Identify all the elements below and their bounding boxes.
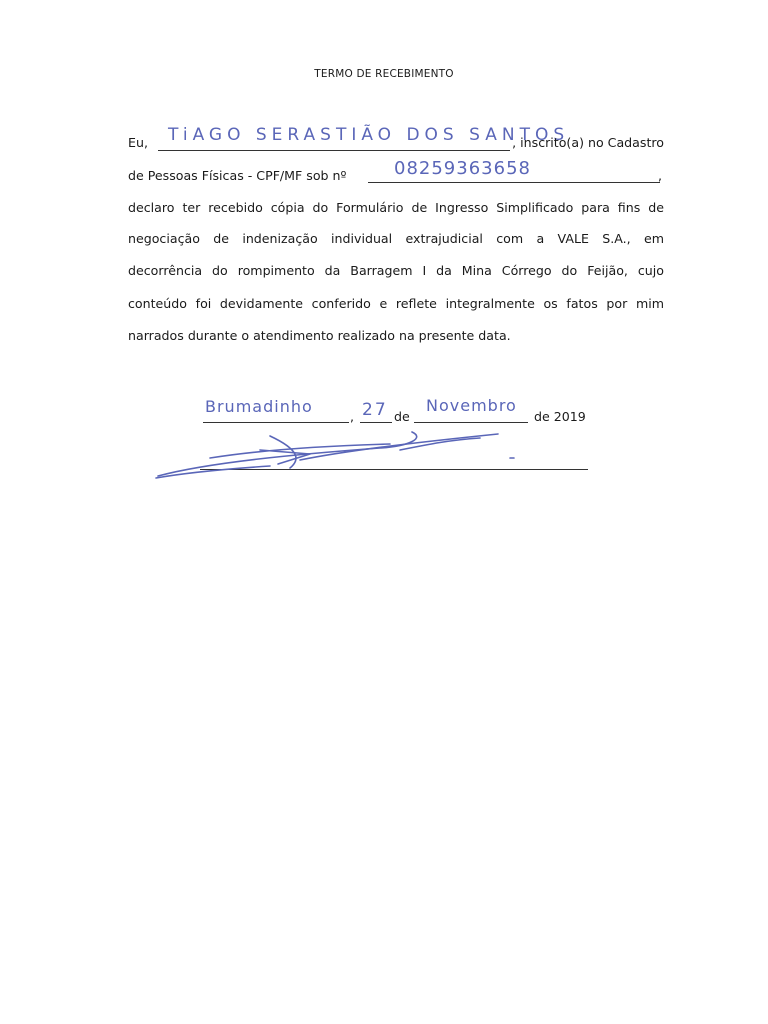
handwritten-name: TiAGO SERASTIÃO DOS SANTOS (168, 125, 570, 145)
cpf-blank-line (368, 182, 660, 183)
paragraph-line: negociação de indenização individual extrajudicial com a VALE S.A., em (128, 231, 664, 246)
paragraph-line: conteúdo foi devidamente conferido e reflete integralmente os fatos por mim (128, 296, 664, 311)
handwritten-month: Novembro (426, 396, 517, 415)
handwritten-cpf: 08259363658 (394, 158, 531, 179)
name-prefix: Eu, (128, 135, 148, 150)
cpf-suffix: , (658, 168, 663, 183)
date-de-label: de (394, 409, 410, 424)
paragraph-line: declaro ter recebido cópia do Formulário de Ingresso Simplificado para fins de (128, 200, 664, 215)
date-comma: , (350, 409, 355, 424)
name-suffix: , inscrito(a) no Cadastro (512, 135, 664, 150)
document-title: TERMO DE RECEBIMENTO (314, 68, 454, 80)
cpf-prefix: de Pessoas Físicas - CPF/MF sob nº (128, 168, 347, 183)
date-year-label: de 2019 (534, 409, 586, 424)
paragraph-line: narrados durante o atendimento realizado na presente data. (128, 328, 511, 343)
name-blank-line (158, 150, 510, 151)
handwritten-city: Brumadinho (205, 397, 313, 416)
handwritten-day: 27 (362, 400, 388, 420)
signature (150, 420, 600, 490)
paragraph-line: decorrência do rompimento da Barragem I da Mina Córrego do Feijão, cujo (128, 263, 664, 278)
